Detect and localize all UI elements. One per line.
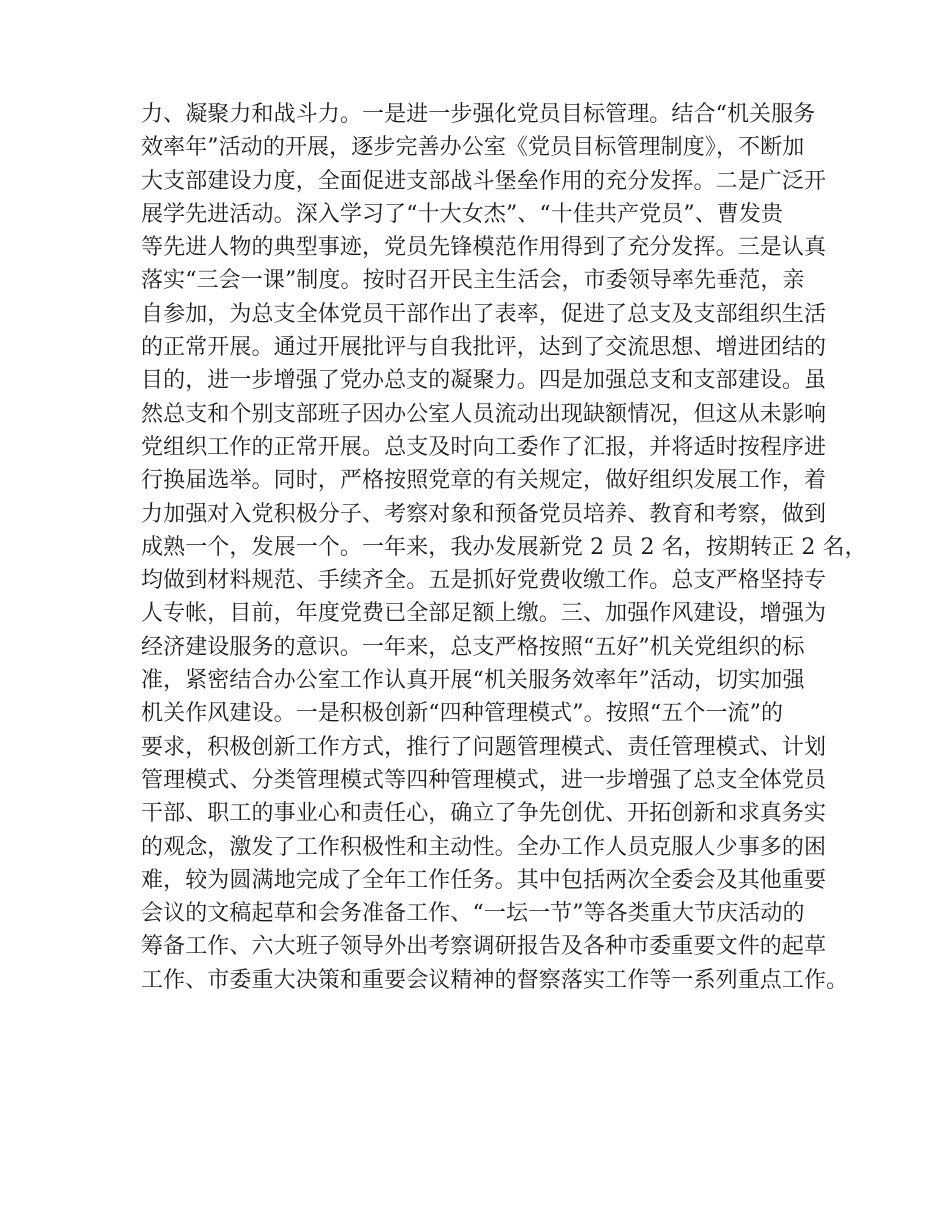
text-line: 机关作风建设。一是积极创新“四种管理模式”。按照“五个一流”的 (141, 701, 784, 727)
text-line: 管理模式、分类管理模式等四种管理模式，进一步增强了总支全体党员 (141, 767, 827, 793)
text-line: 力加强对入党积极分子、考察对象和预备党员培养、教育和考察，做到 (141, 501, 827, 527)
text-line: 的观念，激发了工作积极性和主动性。全办工作人员克服人少事多的困 (141, 834, 827, 860)
text-line: 会议的文稿起草和会务准备工作、“一坛一节”等各类重大节庆活动的 (141, 901, 805, 927)
text-line: 行换届选举。同时，严格按照党章的有关规定，做好组织发展工作，着 (141, 468, 827, 494)
text-line: 筹备工作、六大班子领导外出考察调研报告及各种市委重要文件的起草 (141, 934, 827, 960)
body-paragraph (141, 98, 867, 997)
text-line: 难，较为圆满地完成了全年工作任务。其中包括两次全委会及其他重要 (141, 867, 827, 893)
text-line: 经济建设服务的意识。一年来，总支严格按照“五好”机关党组织的标 (141, 634, 805, 660)
text-line: 落实“三会一课”制度。按时召开民主生活会，市委领导率先垂范，亲 (141, 268, 805, 294)
text-line: 均做到材料规范、手续齐全。五是抓好党费收缴工作。总支严格坚持专 (141, 568, 827, 594)
text-line: 准，紧密结合办公室工作认真开展“机关服务效率年”活动，切实加强 (141, 668, 805, 694)
text-line: 干部、职工的事业心和责任心，确立了争先创优、开拓创新和求真务实 (141, 801, 827, 827)
text-line: 力、凝聚力和战斗力。一是进一步强化党员目标管理。结合“机关服务 (141, 102, 816, 127)
text-line: 成熟一个，发展一个。一年来，我办发展新党 2 员 2 名，按期转正 2 名， (141, 534, 867, 560)
text-line: 党组织工作的正常开展。总支及时向工委作了汇报，并将适时按程序进 (141, 434, 827, 460)
text-line: 然总支和个别支部班子因办公室人员流动出现缺额情况，但这从未影响 (141, 401, 827, 427)
text-line: 工作、市委重大决策和重要会议精神的督察落实工作等一系列重点工作。 (141, 967, 849, 993)
text-line: 自参加，为总支全体党员干部作出了表率，促进了总支及支部组织生活 (141, 301, 827, 327)
text-line: 效率年”活动的开展，逐步完善办公室《党员目标管理制度》，不断加 (141, 135, 805, 161)
text-line: 等先进人物的典型事迹，党员先锋模范作用得到了充分发挥。三是认真 (141, 235, 827, 261)
text-line: 大支部建设力度，全面促进支部战斗堡垒作用的充分发挥。二是广泛开 (141, 168, 827, 194)
text-line: 展学先进活动。深入学习了“十大女杰”、“十佳共产党员”、曹发贵 (141, 201, 784, 227)
text-line: 目的，进一步增强了党办总支的凝聚力。四是加强总支和支部建设。虽 (141, 368, 827, 394)
text-line: 人专帐，目前，年度党费已全部足额上缴。三、加强作风建设，增强为 (141, 601, 827, 627)
text-line: 要求，积极创新工作方式，推行了问题管理模式、责任管理模式、计划 (141, 734, 827, 760)
text-line: 的正常开展。通过开展批评与自我批评，达到了交流思想、增进团结的 (141, 335, 827, 361)
